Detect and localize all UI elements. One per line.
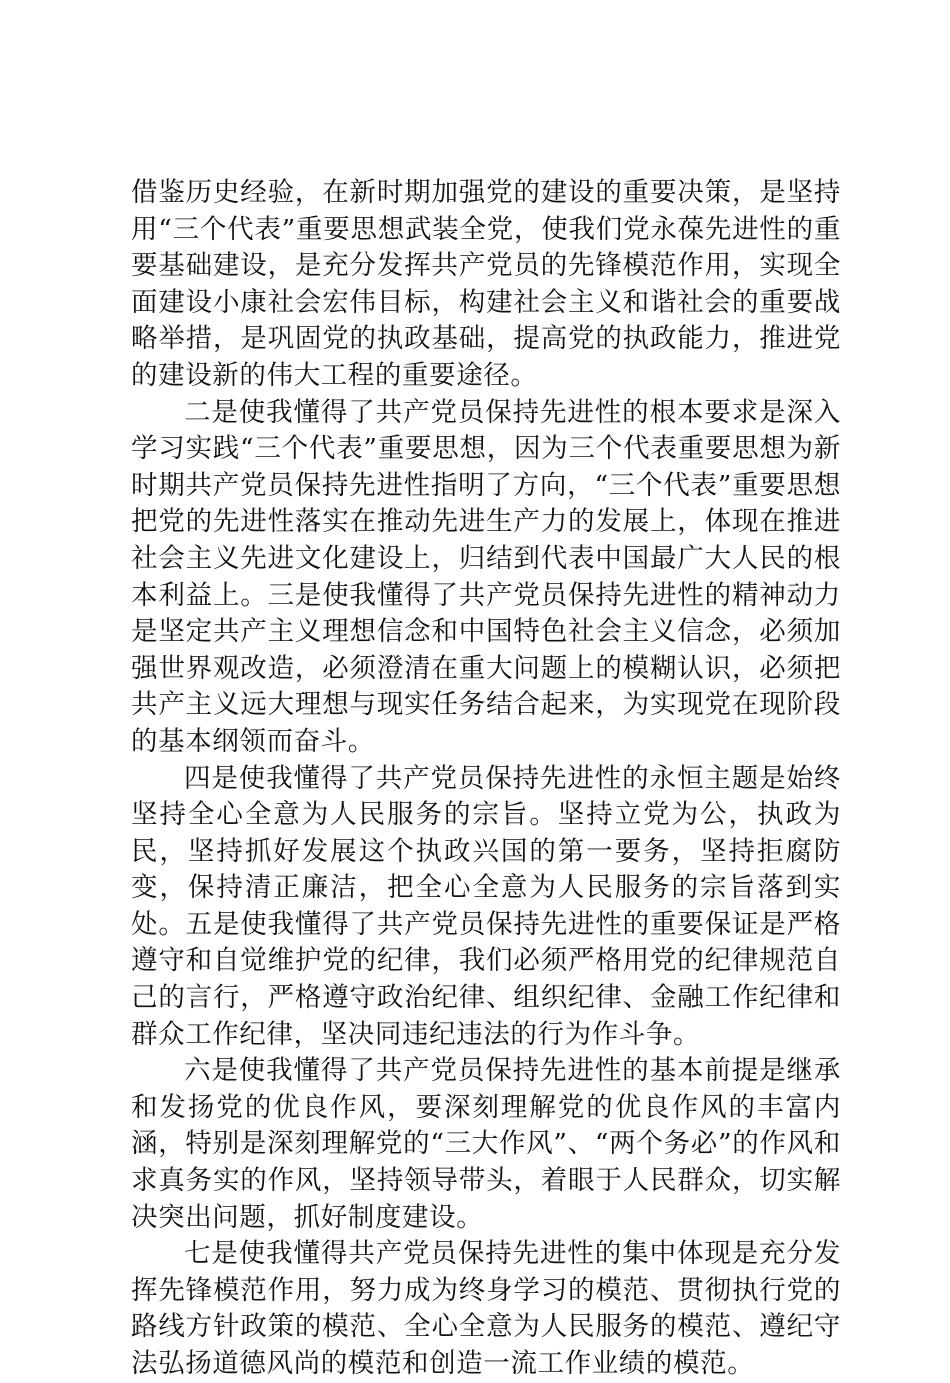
paragraph-2: 二是使我懂得了共产党员保持先进性的根本要求是深入学习实践“三个代表”重要思想，因为三个代表重要思想为新时期共产党员保持先进性指明了方向，“三个代表”重要思想把党的先进性落实在推动先进生产力的发展上，体现在推进社会主义先进文化建设上，归结到代表中国最广大人民的根本利益上。三是使我懂得了共产党员保持先进性的精神动力是坚定共产主义理想信念和中国特色社会主义信念，必须加强世界观改造，必须澄清在重大问题上的模糊认识，必须把共产主义远大理想与现实任务结合起来，为实现党在现阶段的基本纲领而奋斗。 xyxy=(131,396,841,757)
paragraph-3: 四是使我懂得了共产党员保持先进性的永恒主题是始终坚持全心全意为人民服务的宗旨。坚持立党为公，执政为民，坚持抓好发展这个执政兴国的第一要务，坚持拒腐防变，保持清正廉洁，把全心全意为人民服务的宗旨落到实处。五是使我懂得了共产党员保持先进性的重要保证是严格遵守和自觉维护党的纪律，我们必须严格用党的纪律规范自己的言行，严格遵守政治纪律、组织纪律、金融工作纪律和群众工作纪律，坚决同违纪违法的行为作斗争。 xyxy=(131,762,841,1050)
paragraph-4: 六是使我懂得了共产党员保持先进性的基本前提是继承和发扬党的优良作风，要深刻理解党的优良作风的丰富内涵，特别是深刻理解党的“三大作风”、“两个务必”的作风和求真务实的作风，坚持领导带头，着眼于人民群众，切实解决突出问题，抓好制度建设。 xyxy=(131,1055,841,1233)
document-body xyxy=(131,175,841,1383)
paragraph-1: 借鉴历史经验，在新时期加强党的建设的重要决策，是坚持用“三个代表”重要思想武装全党，使我们党永葆先进性的重要基础建设，是充分发挥共产党员的先锋模范作用，实现全面建设小康社会宏伟目标，构建社会主义和谐社会的重要战略举措，是巩固党的执政基础，提高党的执政能力，推进党的建设新的伟大工程的重要途径。 xyxy=(131,177,841,391)
paragraph-5: 七是使我懂得共产党员保持先进性的集中体现是充分发挥先锋模范作用，努力成为终身学习的模范、贯彻执行党的路线方针政策的模范、全心全意为人民服务的模范、遵纪守法弘扬道德风尚的模范和创造一流工作业绩的模范。 xyxy=(131,1238,841,1379)
